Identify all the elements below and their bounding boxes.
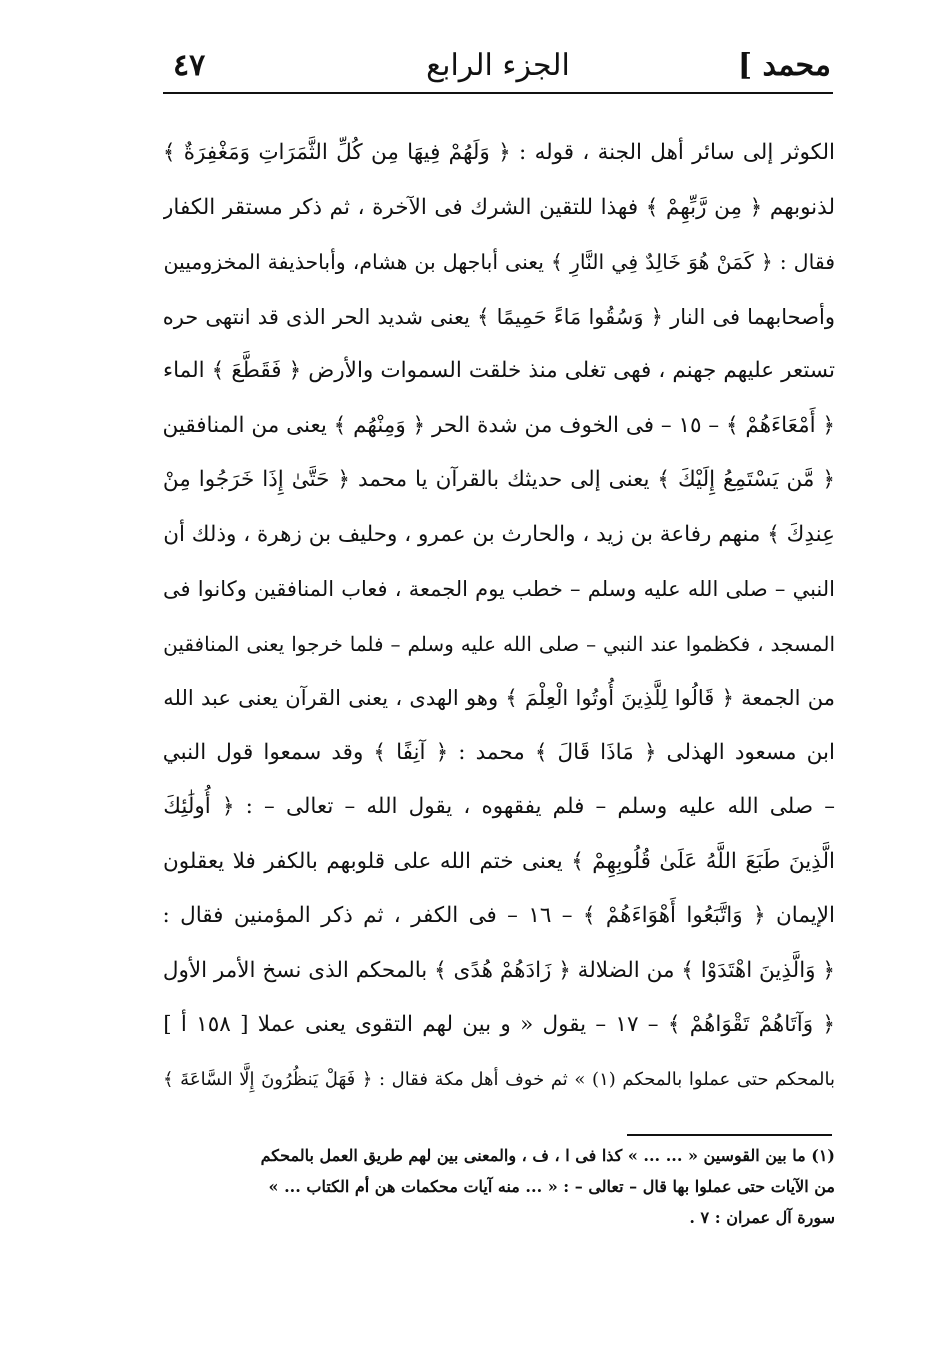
text-line-content: ﴿ وَالَّذِينَ اهْتَدَوْا ﴾ من الضلالة ﴿ زَادَهُمْ هُدًى ﴾ بالمحكم الذى نسخ الأمر الأول xyxy=(163,957,835,983)
text-line xyxy=(163,889,835,944)
text-line-content: النبي – صلى الله عليه وسلم – خطب يوم الجمعة ، فعاب المنافقين وكانوا فى xyxy=(163,577,835,601)
footnote-line: من الآيات حتى عملوا بها قال – تعالى – : « ... منه آيات محكمات هن أم الكتاب ... » xyxy=(268,1177,835,1196)
footnote-line: سورة آل عمران : ٧ . xyxy=(689,1208,835,1227)
part-title: الجزء الرابع xyxy=(426,48,570,83)
text-line-content: فقال : ﴿ كَمَنْ هُوَ خَالِدٌ فِي النَّارِ ﴾ يعنى أباجهل بن هشام، وأباحذيفة المخزوميين xyxy=(163,250,835,274)
running-header xyxy=(163,44,833,94)
text-line xyxy=(163,780,835,835)
text-line-content: من الجمعة ﴿ قَالُوا لِلَّذِينَ أُوتُوا الْعِلْمَ ﴾ وهو الهدى ، يعنى القرآن يعنى عبد الله xyxy=(163,686,835,710)
text-line-content: الكوثر إلى سائر أهل الجنة ، قوله : ﴿ وَلَهُمْ فِيهَا مِن كُلِّ الثَّمَرَاتِ وَمَغْفِرَةٌ ﴾ xyxy=(163,140,835,165)
text-line xyxy=(163,344,835,399)
text-line xyxy=(163,508,835,563)
text-line xyxy=(163,998,835,1053)
text-line xyxy=(163,399,835,454)
text-line xyxy=(163,944,835,999)
text-line-content: الَّذِينَ طَبَعَ اللَّهُ عَلَىٰ قُلُوبِهِمْ ﴾ يعنى ختم الله على قلوبهم بالكفر فلا يعقلون xyxy=(163,848,835,874)
text-line-content: الإيمان ﴿ وَاتَّبَعُوا أَهْوَاءَهُمْ ﴾ – ١٦ – فى الكفر ، ثم ذكر المؤمنين فقال : xyxy=(163,903,835,928)
text-line-content: ابن مسعود الهذلى ﴿ مَاذَا قَالَ ﴾ محمد : ﴿ آنِفًا ﴾ وقد سمعوا قول النبي xyxy=(163,739,835,765)
text-line xyxy=(163,126,835,181)
text-line xyxy=(163,835,835,890)
text-line xyxy=(163,453,835,508)
text-line-content: عِندِكَ ﴾ منهم رفاعة بن زيد ، والحارث بن عمرو ، وحليف بن زهرة ، وذلك أن xyxy=(163,521,835,547)
text-line-content: لذنوبهم ﴿ مِن رَّبِّهِمْ ﴾ فهذا للتقين الشرك فى الآخرة ، ثم ذكر مستقر الكفار xyxy=(163,194,835,220)
footnotes xyxy=(163,1140,835,1233)
text-line xyxy=(163,562,835,617)
text-line xyxy=(163,290,835,345)
text-line-content: – صلى الله عليه وسلم – فلم يفقهوه ، يقول الله – تعالى – : ﴿ أُولَٰئِكَ xyxy=(163,794,835,819)
text-line-content: ﴿ أَمْعَاءَهُمْ ﴾ – ١٥ – فى الخوف من شدة الحر ﴿ وَمِنْهُم ﴾ يعنى من المنافقين xyxy=(163,412,835,438)
text-line xyxy=(163,181,835,236)
page-number: ٤٧ xyxy=(173,48,206,83)
text-line xyxy=(163,726,835,781)
text-line-content: ﴿ مَّن يَسْتَمِعُ إِلَيْكَ ﴾ يعنى إلى حديثك بالقرآن يا محمد ﴿ حَتَّىٰ إِذَا خَرَجُوا مِنْ xyxy=(163,467,835,492)
text-line xyxy=(163,1053,835,1108)
text-line xyxy=(163,235,835,290)
text-line-content: بالمحكم حتى عملوا بالمحكم (١) » ثم خوف أهل مكة فقال : ﴿ فَهَلْ يَنظُرُونَ إِلَّا السَّاعَةَ ﴾ xyxy=(163,1068,835,1090)
text-line xyxy=(163,671,835,726)
surah-title: محمد ] xyxy=(737,48,831,83)
main-text xyxy=(163,126,835,1107)
footnote-line: (١) ما بين القوسين « ... ... » كذا فى ا ، ف ، والمعنى بين لهم طريق العمل بالمحكم xyxy=(260,1146,835,1165)
text-line-content: ﴿ وَآتَاهُمْ تَقْوَاهُمْ ﴾ – ١٧ – يقول « و بين لهم التقوى يعنى عملا [ ١٥٨ أ ] xyxy=(163,1012,835,1037)
text-line-content: المسجد ، فكظموا عند النبي – صلى الله عليه وسلم – فلما خرجوا يعنى المنافقين xyxy=(163,631,835,656)
header-rule xyxy=(163,92,833,94)
text-line-content: تستعر عليهم جهنم ، فهى تغلى منذ خلقت السموات والأرض ﴿ فَقَطَّعَ ﴾ الماء xyxy=(163,358,835,383)
footnote-rule xyxy=(627,1134,832,1136)
text-line xyxy=(163,617,835,672)
text-line-content: وأصحابهما فى النار ﴿ وَسُقُوا مَاءً حَمِيمًا ﴾ يعنى شديد الحر الذى قد انتهى حره xyxy=(163,304,835,329)
